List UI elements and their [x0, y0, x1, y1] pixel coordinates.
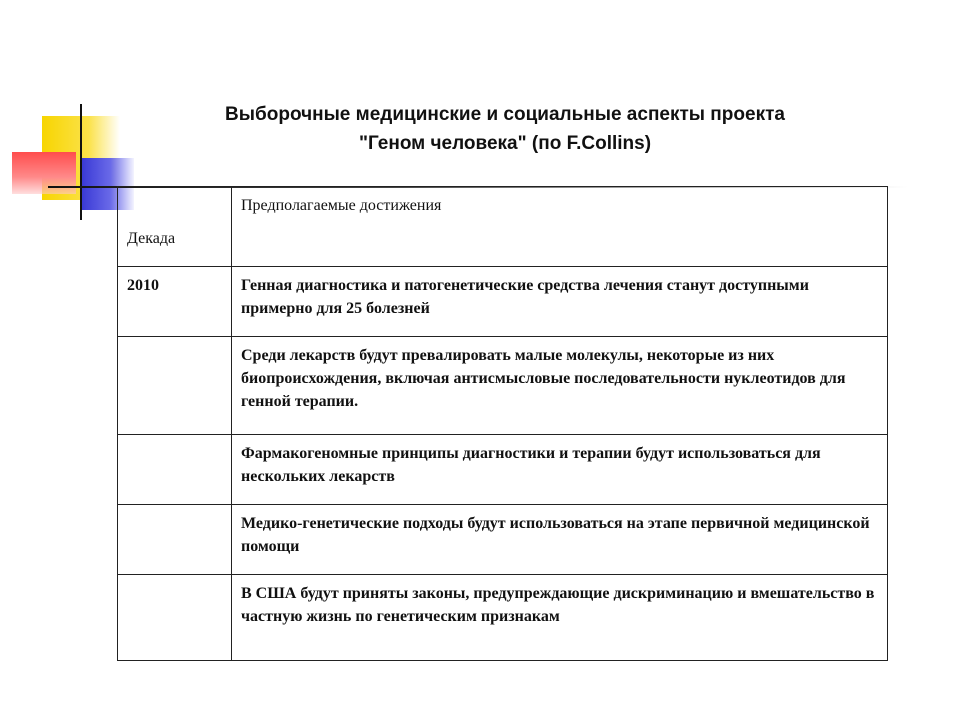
slide-title: [130, 100, 880, 158]
header-achievements: Предполагаемые достижения: [232, 187, 888, 267]
slide-title-line-2: "Геном человека" (по F.Collins): [358, 133, 652, 154]
row-decade: [118, 435, 232, 505]
slide-title-line-1: Выборочные медицинские и социальные аспекты проекта: [225, 104, 785, 125]
table-row: [118, 575, 888, 661]
row-decade: 2010: [118, 267, 232, 337]
achievements-table: [117, 186, 888, 661]
table-row: [118, 505, 888, 575]
table-row: [118, 337, 888, 435]
row-decade: [118, 337, 232, 435]
row-decade: [118, 505, 232, 575]
decor-vertical-line: [80, 104, 82, 220]
header-decade: Декада: [118, 187, 232, 267]
row-decade: [118, 575, 232, 661]
row-text: Среди лекарств будут превалировать малые молекулы, некоторые из них биопроисхождения, включая антисмысловые последовательности нуклеотидов для генной терапии.: [232, 337, 888, 435]
table-row: [118, 435, 888, 505]
row-text: В США будут приняты законы, предупреждающие дискриминацию и вмешательство в частную жизнь по генетическим признакам: [232, 575, 888, 661]
table-header-row: [118, 187, 888, 267]
row-text: Медико-генетические подходы будут использоваться на этапе первичной медицинской помощи: [232, 505, 888, 575]
row-text: Генная диагностика и патогенетические средства лечения станут доступными примерно для 25 болезней: [232, 267, 888, 337]
row-text: Фармакогеномные принципы диагностики и терапии будут использоваться для нескольких лекарств: [232, 435, 888, 505]
table-row: [118, 267, 888, 337]
